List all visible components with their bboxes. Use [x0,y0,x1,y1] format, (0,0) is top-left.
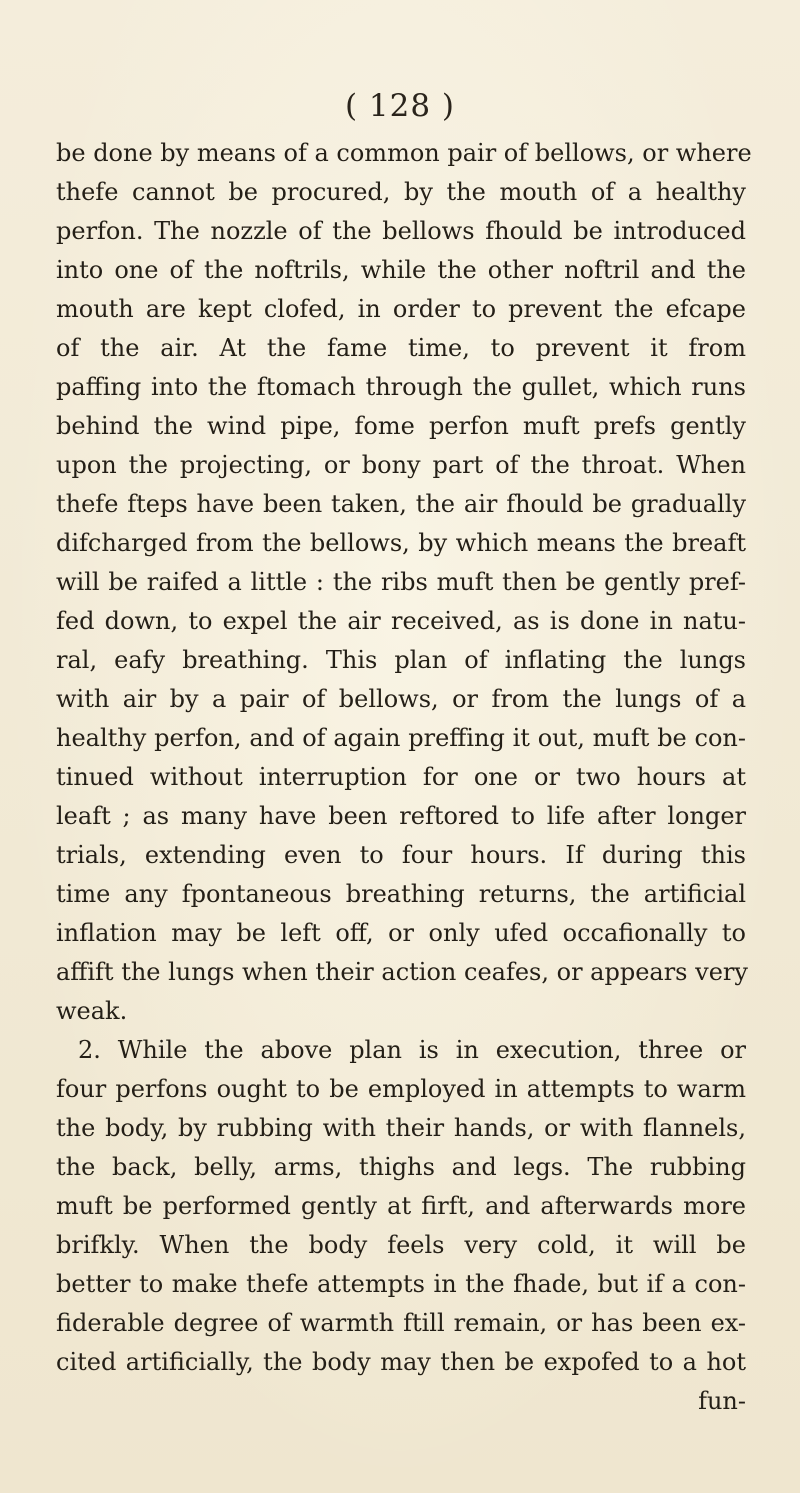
body-text [56,134,752,1421]
text-line: trials, extending even to four hours. If during this [56,841,746,869]
text-line: mouth are kept clofed, in order to prevent the efcape [56,295,746,323]
text-line: upon the projecting, or bony part of the throat. When [56,451,746,479]
text-line: weak. [56,997,128,1025]
text-line: difcharged from the bellows, by which means the breaft [56,529,746,557]
text-line: cited artificially, the body may then be expofed to a hot [56,1348,746,1376]
text-line: better to make thefe attempts in the fhade, but if a con- [56,1270,746,1298]
text-line: thefe cannot be procured, by the mouth of a healthy [56,178,746,206]
text-line: ral, eafy breathing. This plan of inflating the lungs [56,646,746,674]
text-line: fiderable degree of warmth ftill remain, or has been ex- [56,1309,746,1337]
text-line: with air by a pair of bellows, or from the lungs of a [56,685,746,713]
text-line: time any fpontaneous breathing returns, the artificial [56,880,746,908]
text-line: into one of the noftrils, while the other noftril and the [56,256,746,284]
text-line: of the air. At the fame time, to prevent it from [56,334,746,362]
text-line: 2. While the above plan is in execution, three or [78,1036,746,1064]
text-line: four perfons ought to be employed in attempts to warm [56,1075,746,1103]
text-line: fed down, to expel the air received, as is done in natu- [56,607,746,635]
text-line: paffing into the ftomach through the gullet, which runs [56,373,746,401]
text-line: brifkly. When the body feels very cold, it will be [56,1231,746,1259]
text-line: tinued without interruption for one or two hours at [56,763,746,791]
catchword: fun- [698,1387,746,1415]
text-line: thefe fteps have been taken, the air fhould be gradually [56,490,746,518]
text-line: be done by means of a common pair of bellows, or where [56,139,752,167]
text-line: the body, by rubbing with their hands, or with flannels, [56,1114,746,1142]
text-line: behind the wind pipe, fome perfon muft prefs gently [56,412,746,440]
text-line: healthy perfon, and of again preffing it out, muft be con- [56,724,746,752]
text-line: leaft ; as many have been reftored to life after longer [56,802,746,830]
page-number: ( 128 ) [344,88,456,124]
text-line: inflation may be left off, or only ufed occafionally to [56,919,746,947]
text-line: perfon. The nozzle of the bellows fhould be introduced [56,217,746,245]
text-line: the back, belly, arms, thighs and legs. The rubbing [56,1153,746,1181]
text-line: muft be performed gently at firft, and afterwards more [56,1192,746,1220]
text-line: affift the lungs when their action ceafes, or appears very [56,958,748,986]
text-line: will be raifed a little : the ribs muft then be gently pref- [56,568,746,596]
